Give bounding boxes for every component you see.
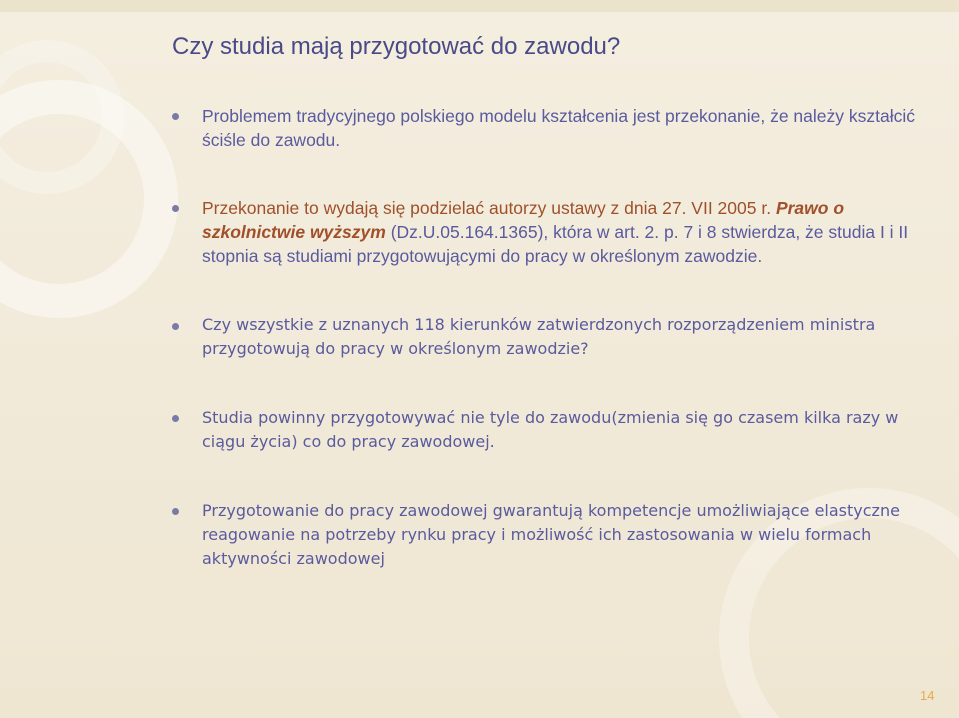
bullet-text-4: Studia powinny przygotowywać nie tyle do zawodu(zmienia się go czasem kilka razy w ciągu życia) co do pracy zawodowej. [202, 408, 899, 451]
bullet-text-1: Problemem tradycyjnego polskiego modelu kształcenia jest przekonanie, że należy kształcić ściśle do zawodu. [202, 106, 915, 150]
page-number: 14 [920, 688, 935, 703]
bullet-dot-icon [172, 508, 179, 515]
bullet-dot-icon [172, 323, 179, 330]
background-ring-decoration [0, 80, 178, 318]
slide-title: Czy studia mają przygotować do zawodu? [172, 33, 621, 60]
bullet-text-3: Czy wszystkie z uznanych 118 kierunków zatwierdzonych rozporządzeniem ministra przygotowują do pracy w określonym zawodzie? [202, 315, 876, 358]
background-band [0, 0, 959, 12]
bullet-text-2-part3: (Dz.U.05.164.1365), która w art. 2. p. 7 i 8 stwierdza, że studia I i II stopnia są studiami przygotowującymi do pracy w określonym zawodzie. [202, 222, 909, 266]
bullet-dot-icon [172, 113, 179, 120]
bullet-dot-icon [172, 415, 179, 422]
statute-name: Prawo o szkolnictwie wyższym [202, 198, 845, 242]
bullet-text-2-part1: Przekonanie to wydają się podzielać autorzy ustawy z dnia 27. VII 2005 r. [202, 198, 776, 218]
background-ring-decoration-small [0, 40, 124, 194]
bullet-text-2 [202, 196, 942, 268]
bullet-dot-icon [172, 205, 179, 212]
bullet-text-5: Przygotowanie do pracy zawodowej gwarantują kompetencje umożliwiające elastyczne reagowanie na potrzeby rynku pracy i możliwość ich zastosowania w wielu formach aktywności zawodowej [202, 501, 900, 568]
